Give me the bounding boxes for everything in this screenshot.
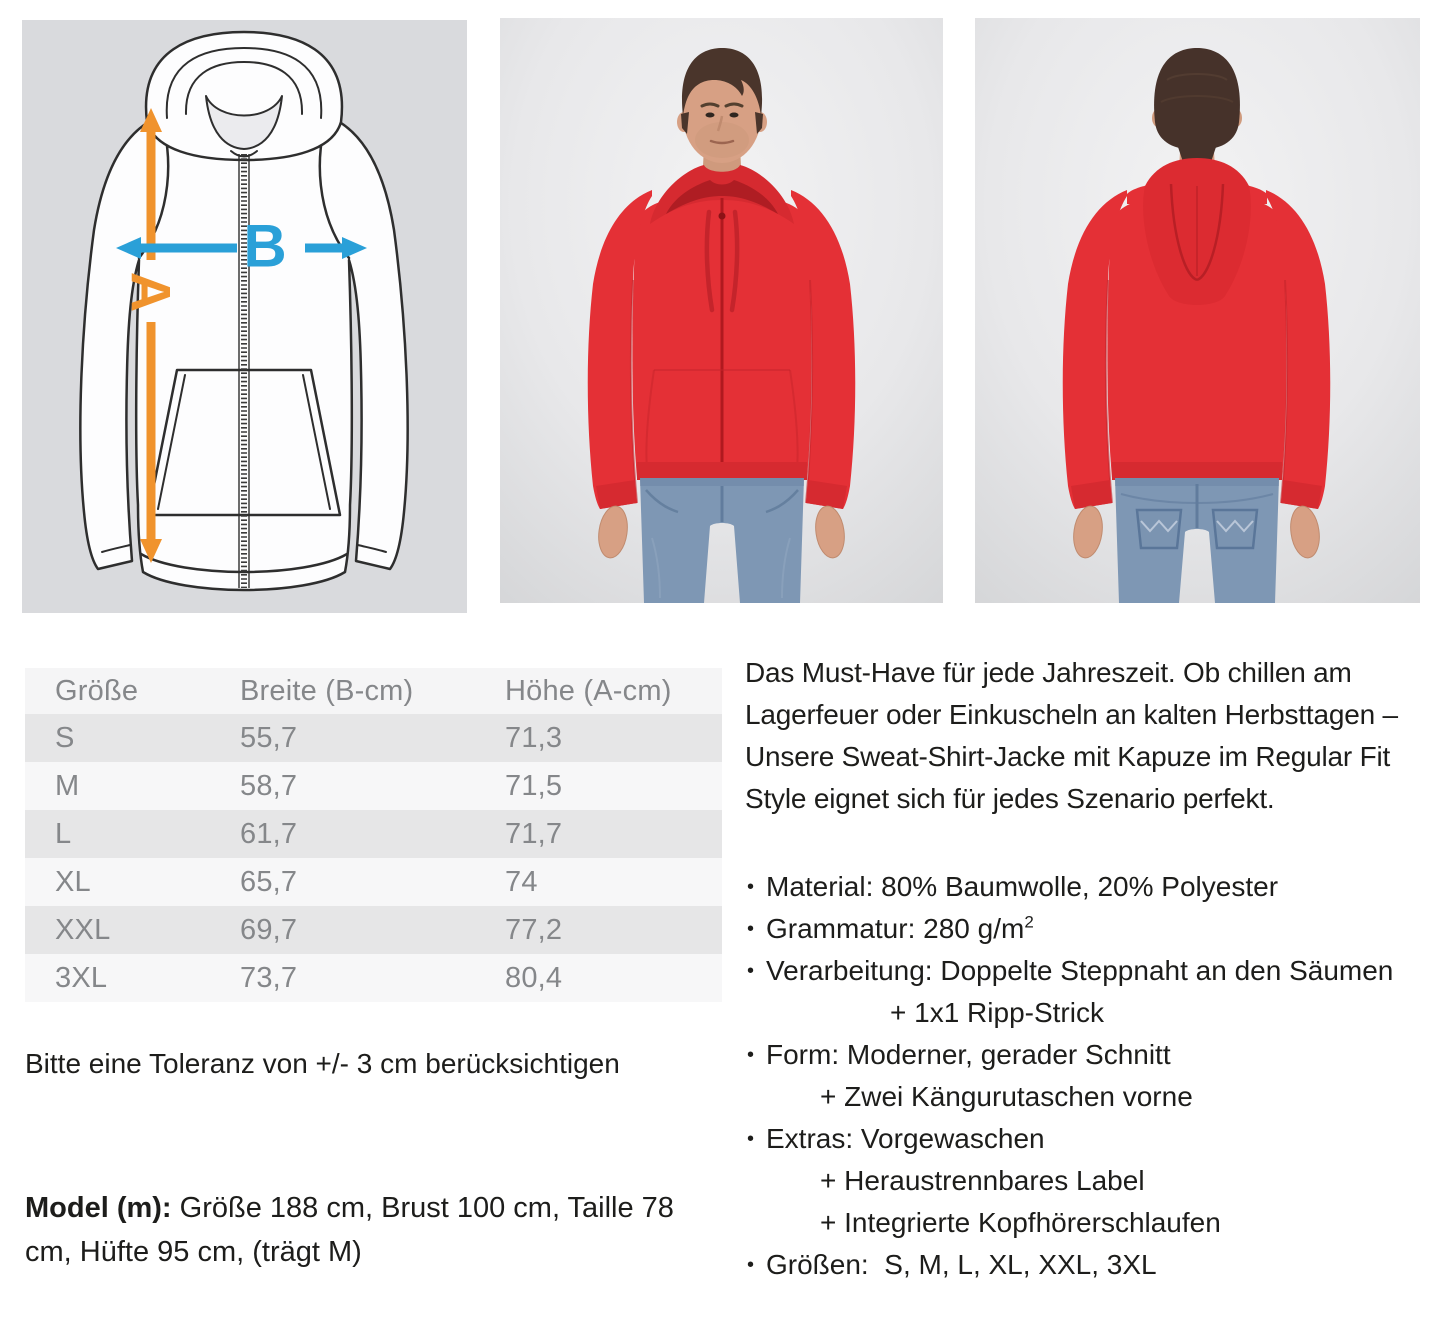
- bullet-icon: •: [747, 876, 755, 898]
- cell-size: XXL: [55, 913, 111, 946]
- label-a: A: [119, 271, 183, 313]
- feature-extras: Extras: Vorgewaschen: [766, 1123, 1045, 1154]
- cell-size: L: [55, 817, 72, 850]
- table-row: [25, 858, 722, 906]
- list-item-continuation: + Heraustrennbares Label: [820, 1165, 1145, 1196]
- size-diagram-panel: [22, 20, 467, 613]
- cell-hoehe: 80,4: [505, 961, 563, 994]
- table-row: [25, 762, 722, 810]
- hoodie-measurement-diagram: [22, 20, 467, 613]
- tolerance-note: Bitte eine Toleranz von +/- 3 cm berücksichtigen: [25, 1048, 620, 1079]
- model-front-photo: [500, 18, 943, 603]
- model-note-text: Größe 188 cm, Brust 100 cm, Taille 78 cm, Hüfte 95 cm, (trägt M): [25, 1192, 674, 1268]
- model-front-illustration: [500, 18, 943, 603]
- size-table-header: [25, 668, 722, 714]
- table-row: [25, 714, 722, 762]
- header-hoehe: Höhe (A-cm): [505, 674, 672, 707]
- model-note: [25, 1186, 725, 1274]
- list-item-continuation: + Zwei Kängurutaschen vorne: [820, 1081, 1193, 1112]
- bullet-icon: •: [747, 960, 755, 982]
- cell-hoehe: 71,5: [505, 769, 563, 802]
- red-hoodie-back: [1063, 158, 1331, 509]
- list-item-continuation: + Integrierte Kopfhörerschlaufen: [820, 1207, 1221, 1238]
- feature-grammatur: Grammatur: 280 g/m: [766, 913, 1025, 944]
- cell-hoehe: 74: [505, 865, 538, 898]
- header-groesse: Größe: [55, 674, 139, 707]
- list-item: [745, 950, 1445, 992]
- model-back-illustration: [975, 18, 1420, 603]
- eyes: [706, 113, 715, 118]
- red-hoodie-front: [588, 165, 856, 509]
- size-table: [25, 668, 722, 1002]
- cell-size: 3XL: [55, 961, 108, 994]
- cell-hoehe: 71,7: [505, 817, 563, 850]
- back-pocket-right: [1213, 510, 1257, 548]
- feature-form: Form: Moderner, gerader Schnitt: [766, 1039, 1171, 1070]
- list-item: [745, 1244, 1445, 1286]
- bullet-icon: •: [747, 918, 755, 940]
- cell-breite: 69,7: [240, 913, 298, 946]
- list-item: [745, 1118, 1445, 1160]
- list-item-continuation: + 1x1 Ripp-Strick: [890, 997, 1104, 1028]
- grammatur-superscript: 2: [1024, 912, 1034, 932]
- cell-breite: 73,7: [240, 961, 298, 994]
- table-row: [25, 906, 722, 954]
- bullet-icon: •: [747, 1128, 755, 1150]
- feature-groessen: Größen: S, M, L, XL, XXL, 3XL: [766, 1249, 1157, 1280]
- model-note-label: Model (m):: [25, 1192, 172, 1224]
- cell-size: S: [55, 721, 75, 754]
- hem-band: [1112, 462, 1282, 480]
- cell-breite: 55,7: [240, 721, 298, 754]
- label-b: B: [243, 212, 287, 280]
- feature-material: Material: 80% Baumwolle, 20% Polyester: [766, 871, 1279, 902]
- feature-list: [745, 866, 1445, 1286]
- table-row: [25, 810, 722, 858]
- cell-breite: 61,7: [240, 817, 298, 850]
- header-breite: Breite (B-cm): [240, 674, 414, 707]
- description-intro: Das Must-Have für jede Jahreszeit. Ob chillen am Lagerfeuer oder Einkuscheln an kalten Herbsttagen – Unsere Sweat-Shirt-Jacke mit Kapuze im Regular Fit Style eignet sich für jedes Szenario perfekt.: [745, 657, 1398, 814]
- table-row: [25, 954, 722, 1002]
- cell-size: M: [55, 769, 80, 802]
- kangaroo-pocket: [148, 370, 340, 515]
- list-item: [745, 908, 1445, 950]
- list-item: [745, 866, 1445, 908]
- list-item: [745, 1034, 1445, 1076]
- feature-verarbeitung: Verarbeitung: Doppelte Steppnaht an den Säumen: [766, 955, 1394, 986]
- back-pocket-left: [1137, 510, 1181, 548]
- model-back-photo: [975, 18, 1420, 603]
- cell-breite: 58,7: [240, 769, 298, 802]
- hem-band: [637, 462, 807, 480]
- product-description: [745, 652, 1445, 1286]
- cell-hoehe: 71,3: [505, 721, 563, 754]
- stubble: [695, 122, 749, 158]
- cell-breite: 65,7: [240, 865, 298, 898]
- cell-size: XL: [55, 865, 91, 898]
- bullet-icon: •: [747, 1044, 755, 1066]
- zipper-pull: [719, 213, 726, 220]
- cell-hoehe: 77,2: [505, 913, 563, 946]
- bullet-icon: •: [747, 1254, 755, 1276]
